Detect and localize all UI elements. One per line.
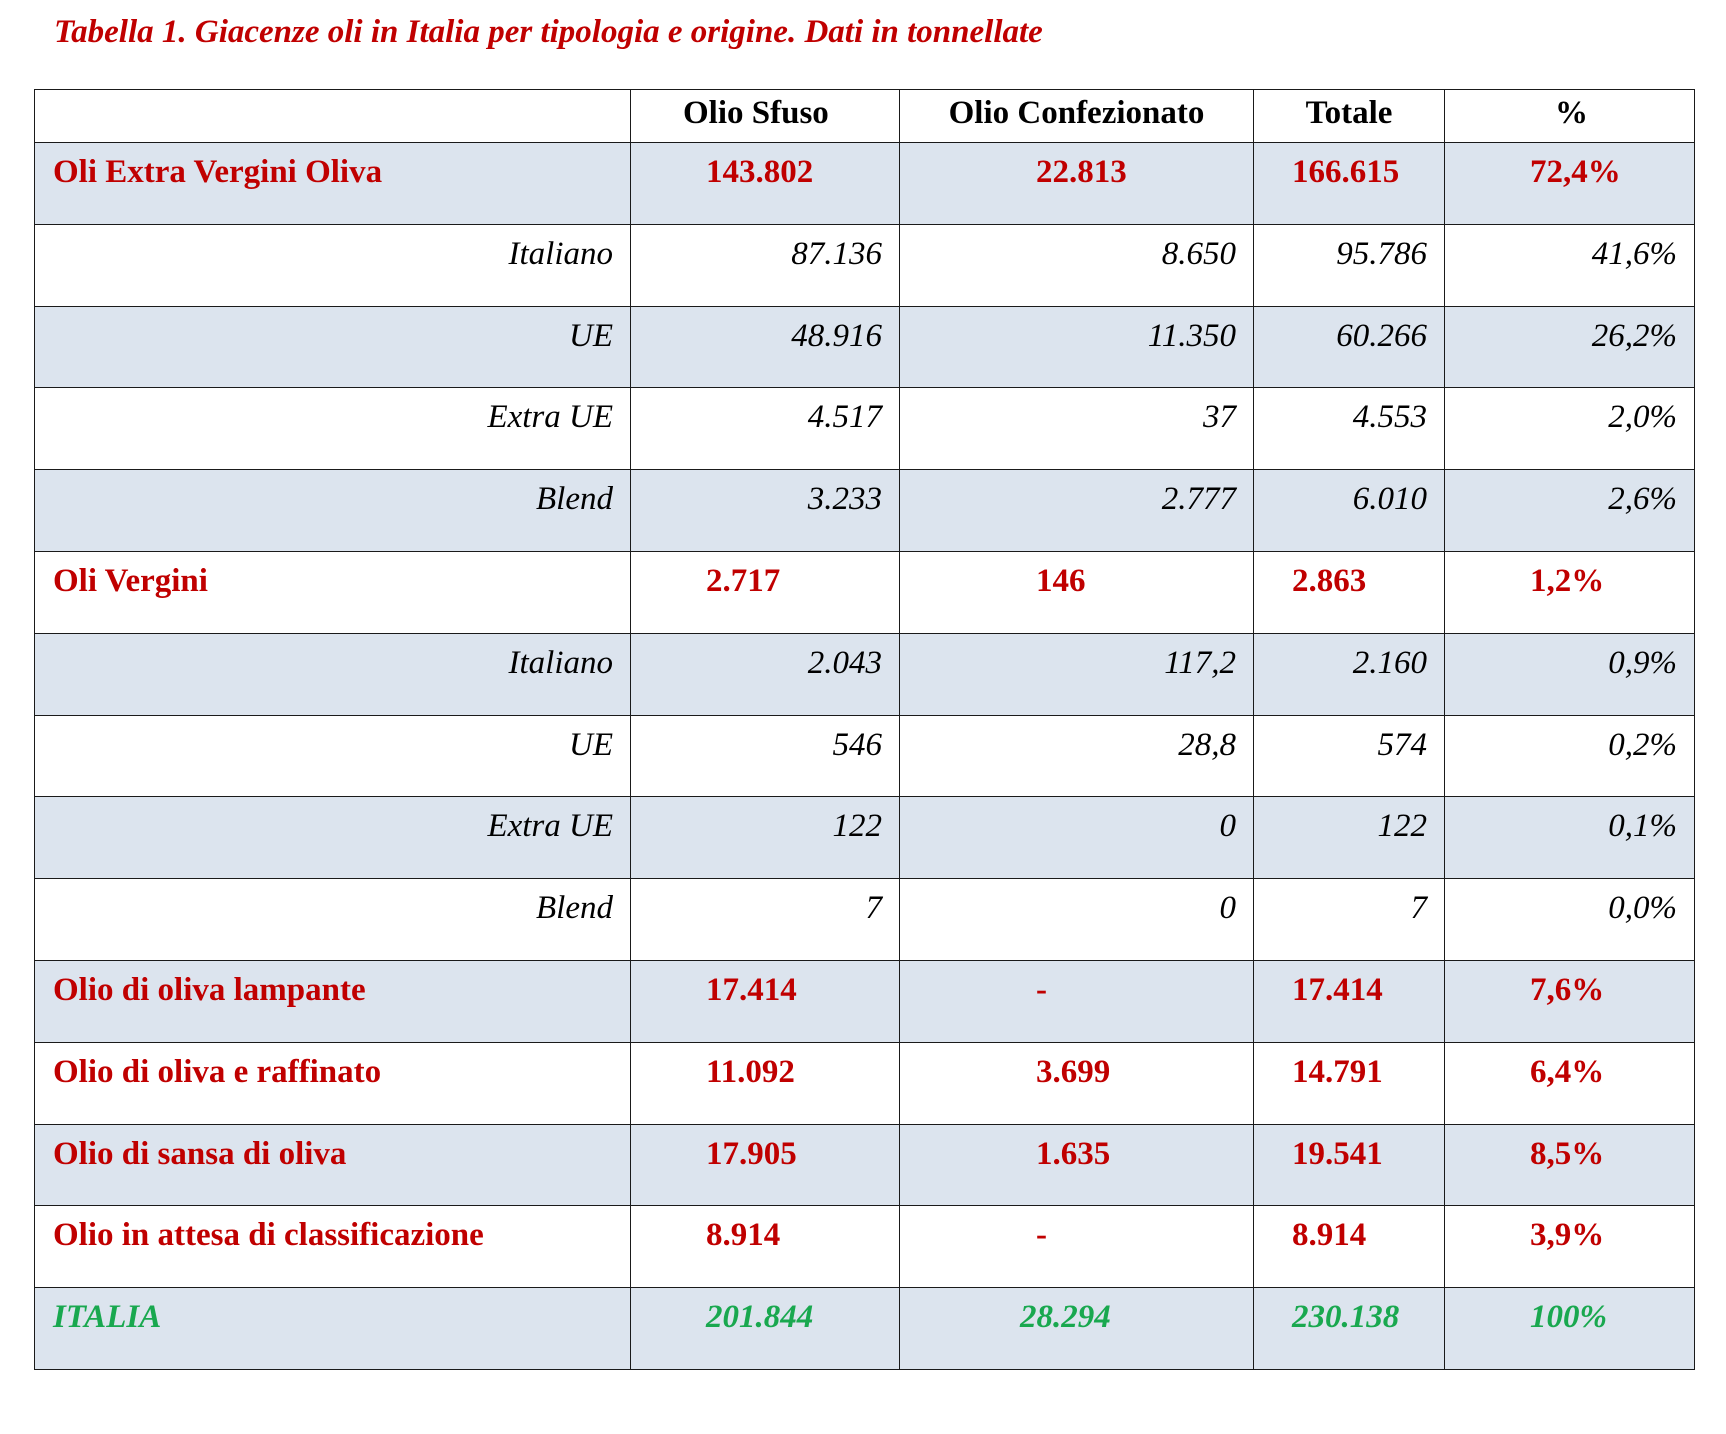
cell-percent: 0,9%: [1445, 633, 1695, 715]
cell-percent: 2,6%: [1445, 470, 1695, 552]
row-label: Olio di sansa di oliva: [35, 1124, 631, 1206]
cell-olio-confezionato: 28.294: [900, 1288, 1254, 1370]
cell-percent: 1,2%: [1445, 551, 1695, 633]
table-total-row: [35, 1288, 1695, 1370]
cell-olio-sfuso: 11.092: [631, 1042, 900, 1124]
cell-percent: 0,1%: [1445, 797, 1695, 879]
cell-olio-sfuso: 17.905: [631, 1124, 900, 1206]
row-label: Extra UE: [35, 797, 631, 879]
header-cell-totale: Totale: [1254, 90, 1445, 143]
cell-olio-confezionato: 0: [900, 879, 1254, 961]
cell-totale: 60.266: [1254, 306, 1445, 388]
cell-percent: 72,4%: [1445, 143, 1695, 225]
table-subrow: [35, 224, 1695, 306]
cell-totale: 95.786: [1254, 224, 1445, 306]
header-cell-percent: %: [1445, 90, 1695, 143]
cell-totale: 2.160: [1254, 633, 1445, 715]
row-label: Italiano: [35, 633, 631, 715]
cell-olio-confezionato: 1.635: [900, 1124, 1254, 1206]
table-category-row: [35, 551, 1695, 633]
cell-olio-confezionato: 37: [900, 388, 1254, 470]
cell-totale: 17.414: [1254, 960, 1445, 1042]
cell-olio-confezionato: 11.350: [900, 306, 1254, 388]
cell-olio-confezionato: -: [900, 1206, 1254, 1288]
cell-olio-confezionato: 146: [900, 551, 1254, 633]
stock-table: [34, 89, 1695, 1370]
header-cell-label: [35, 90, 631, 143]
cell-olio-sfuso: 17.414: [631, 960, 900, 1042]
cell-percent: 26,2%: [1445, 306, 1695, 388]
cell-percent: 3,9%: [1445, 1206, 1695, 1288]
cell-percent: 0,2%: [1445, 715, 1695, 797]
table-subrow: [35, 306, 1695, 388]
cell-totale: 8.914: [1254, 1206, 1445, 1288]
row-label: UE: [35, 715, 631, 797]
cell-olio-confezionato: 8.650: [900, 224, 1254, 306]
table-category-row: [35, 1206, 1695, 1288]
header-row: [35, 90, 1695, 143]
cell-totale: 166.615: [1254, 143, 1445, 225]
cell-olio-sfuso: 2.717: [631, 551, 900, 633]
cell-totale: 14.791: [1254, 1042, 1445, 1124]
row-label: Blend: [35, 879, 631, 961]
table-category-row: [35, 1042, 1695, 1124]
table-subrow: [35, 879, 1695, 961]
cell-percent: 0,0%: [1445, 879, 1695, 961]
cell-olio-sfuso: 2.043: [631, 633, 900, 715]
row-label: Oli Extra Vergini Oliva: [35, 143, 631, 225]
row-label: ITALIA: [35, 1288, 631, 1370]
table-category-row: [35, 960, 1695, 1042]
cell-olio-sfuso: 546: [631, 715, 900, 797]
cell-olio-confezionato: 2.777: [900, 470, 1254, 552]
row-label: UE: [35, 306, 631, 388]
table-subrow: [35, 797, 1695, 879]
header-cell-olio-confezionato: Olio Confezionato: [900, 90, 1254, 143]
cell-totale: 7: [1254, 879, 1445, 961]
cell-olio-confezionato: 3.699: [900, 1042, 1254, 1124]
table-subrow: [35, 715, 1695, 797]
row-label: Italiano: [35, 224, 631, 306]
cell-olio-sfuso: 201.844: [631, 1288, 900, 1370]
row-label: Blend: [35, 470, 631, 552]
table-subrow: [35, 470, 1695, 552]
cell-olio-confezionato: 22.813: [900, 143, 1254, 225]
row-label: Extra UE: [35, 388, 631, 470]
cell-totale: 2.863: [1254, 551, 1445, 633]
cell-totale: 19.541: [1254, 1124, 1445, 1206]
cell-olio-sfuso: 122: [631, 797, 900, 879]
cell-percent: 100%: [1445, 1288, 1695, 1370]
cell-olio-sfuso: 143.802: [631, 143, 900, 225]
row-label: Olio di oliva e raffinato: [35, 1042, 631, 1124]
cell-percent: 41,6%: [1445, 224, 1695, 306]
cell-olio-confezionato: -: [900, 960, 1254, 1042]
cell-olio-sfuso: 4.517: [631, 388, 900, 470]
row-label: Olio in attesa di classificazione: [35, 1206, 631, 1288]
row-label: Olio di oliva lampante: [35, 960, 631, 1042]
cell-olio-sfuso: 48.916: [631, 306, 900, 388]
cell-percent: 6,4%: [1445, 1042, 1695, 1124]
table-category-row: [35, 143, 1695, 225]
cell-olio-confezionato: 0: [900, 797, 1254, 879]
cell-olio-sfuso: 3.233: [631, 470, 900, 552]
cell-totale: 6.010: [1254, 470, 1445, 552]
cell-olio-sfuso: 8.914: [631, 1206, 900, 1288]
table-subrow: [35, 633, 1695, 715]
table-subrow: [35, 388, 1695, 470]
table-category-row: [35, 1124, 1695, 1206]
table-title: Tabella 1. Giacenze oli in Italia per tipologia e origine. Dati in tonnellate: [54, 14, 1043, 50]
header-cell-olio-sfuso: Olio Sfuso: [631, 90, 900, 143]
cell-olio-confezionato: 117,2: [900, 633, 1254, 715]
cell-percent: 2,0%: [1445, 388, 1695, 470]
cell-olio-sfuso: 7: [631, 879, 900, 961]
cell-totale: 4.553: [1254, 388, 1445, 470]
cell-percent: 8,5%: [1445, 1124, 1695, 1206]
cell-percent: 7,6%: [1445, 960, 1695, 1042]
cell-totale: 230.138: [1254, 1288, 1445, 1370]
cell-totale: 574: [1254, 715, 1445, 797]
cell-totale: 122: [1254, 797, 1445, 879]
cell-olio-sfuso: 87.136: [631, 224, 900, 306]
cell-olio-confezionato: 28,8: [900, 715, 1254, 797]
row-label: Oli Vergini: [35, 551, 631, 633]
